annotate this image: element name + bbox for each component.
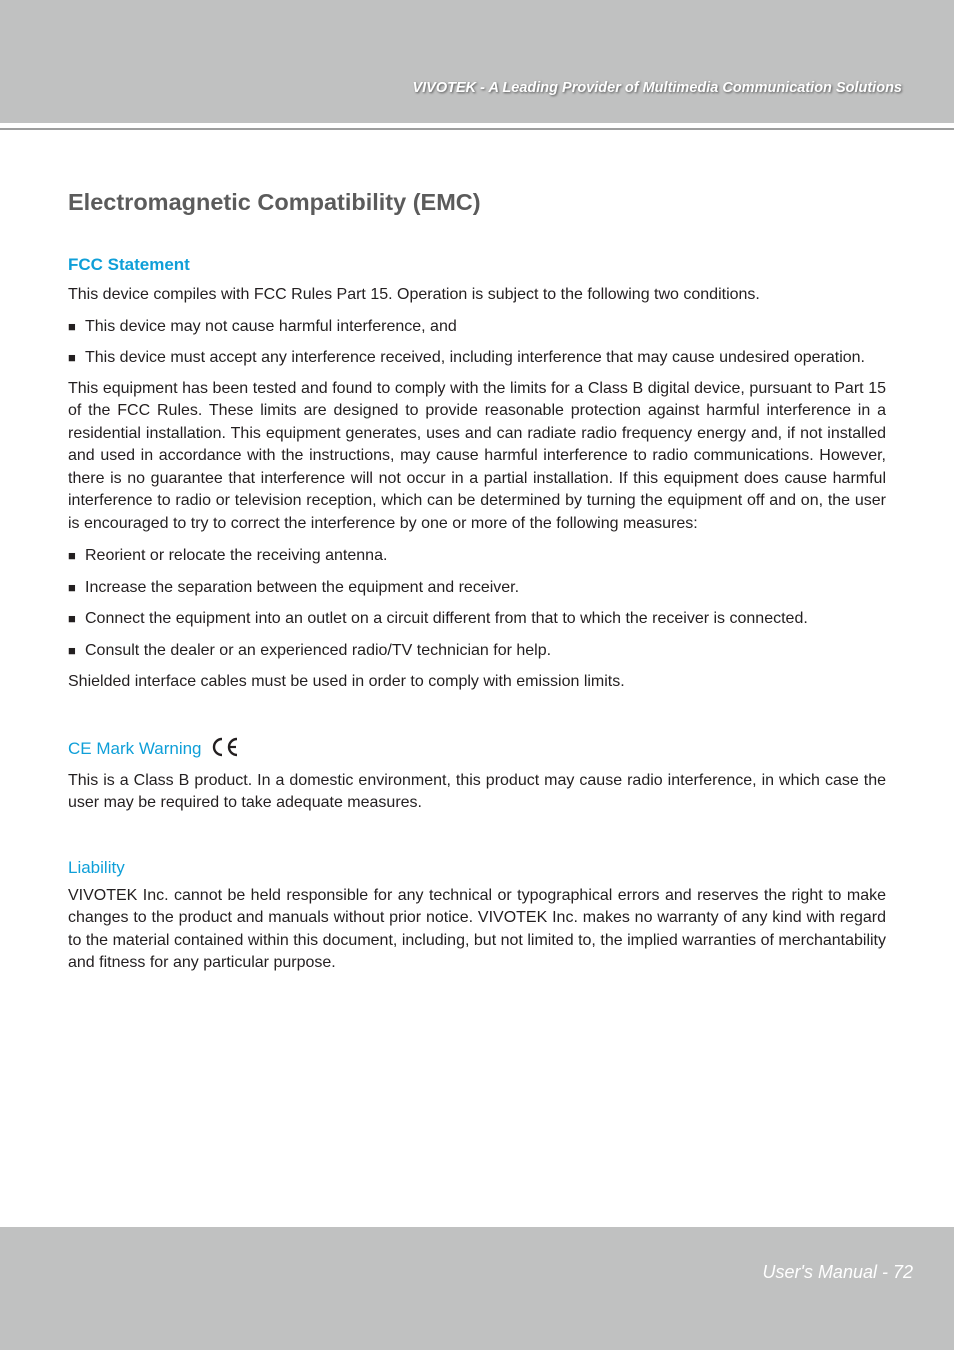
list-item [68,545,886,568]
bullet-icon: ■ [68,350,76,365]
bullet-icon: ■ [68,579,76,595]
ce-body: This is a Class B product. In a domestic environment, this product may cause radio interference, in which case the user may be required to take adequate measures. [68,771,886,811]
bullet-icon: ■ [68,318,76,334]
list-item [68,316,886,339]
fcc-measure: Consult the dealer or an experienced radio/TV technician for help. [85,641,552,659]
fcc-condition: This device must accept any interference received, including interference that may cause undesired operation. [85,349,865,366]
liability-body: VIVOTEK Inc. cannot be held responsible for any technical or typographical errors and reserves the right to make changes to the product and manuals without prior notice. VIVOTEK Inc. makes no warranty of any kind with regard to the material contained within this document, including, but not limited to, the implied warranties of merchantability and fitness for any particular purpose. [68,886,886,971]
ce-heading [68,736,886,764]
ce-mark-icon [210,736,240,764]
fcc-measure: Increase the separation between the equipment and receiver. [85,578,520,596]
page-number-label: User's Manual - 72 [762,1262,913,1282]
list-item [68,640,886,663]
header-tagline: VIVOTEK - A Leading Provider of Multimedia Communication Solutions [412,80,902,96]
page-content [68,186,886,975]
bullet-icon: ■ [68,642,76,658]
list-item [68,347,886,370]
list-item [68,608,886,631]
bullet-icon: ■ [68,548,76,563]
fcc-measure: Reorient or relocate the receiving antenna. [85,547,388,564]
fcc-intro: This device compiles with FCC Rules Part 15. Operation is subject to the following two conditions. [68,286,760,303]
fcc-measure: Connect the equipment into an outlet on a circuit different from that to which the receiver is connected. [85,610,808,627]
footer-band [0,1227,954,1350]
liability-heading: Liability [68,857,125,877]
fcc-body: This equipment has been tested and found to comply with the limits for a Class B digital device, pursuant to Part 15 of the FCC Rules. These limits are designed to provide reasonable protection against harmful interference in a residential installation. This equipment generates, uses and can radiate radio frequency energy and, if not installed and used in accordance with the instructions, may cause harmful interference to radio communications. However, there is no guarantee that interference will not occur in a partial installation. If this equipment does cause harmful interference to radio or television reception, which can be determined by turning the equipment off and on, the user is encouraged to try to correct the interference by one or more of the following measures: [68,379,886,532]
fcc-closing: Shielded interface cables must be used in order to comply with emission limits. [68,673,625,690]
page-title: Electromagnetic Compatibility (EMC) [68,189,481,215]
bullet-icon: ■ [68,611,76,626]
list-item [68,577,886,600]
header-band [0,0,954,123]
fcc-heading: FCC Statement [68,255,190,274]
fcc-condition: This device may not cause harmful interference, and [85,317,457,335]
ce-heading-label: CE Mark Warning [68,738,202,758]
header-divider [0,128,954,130]
